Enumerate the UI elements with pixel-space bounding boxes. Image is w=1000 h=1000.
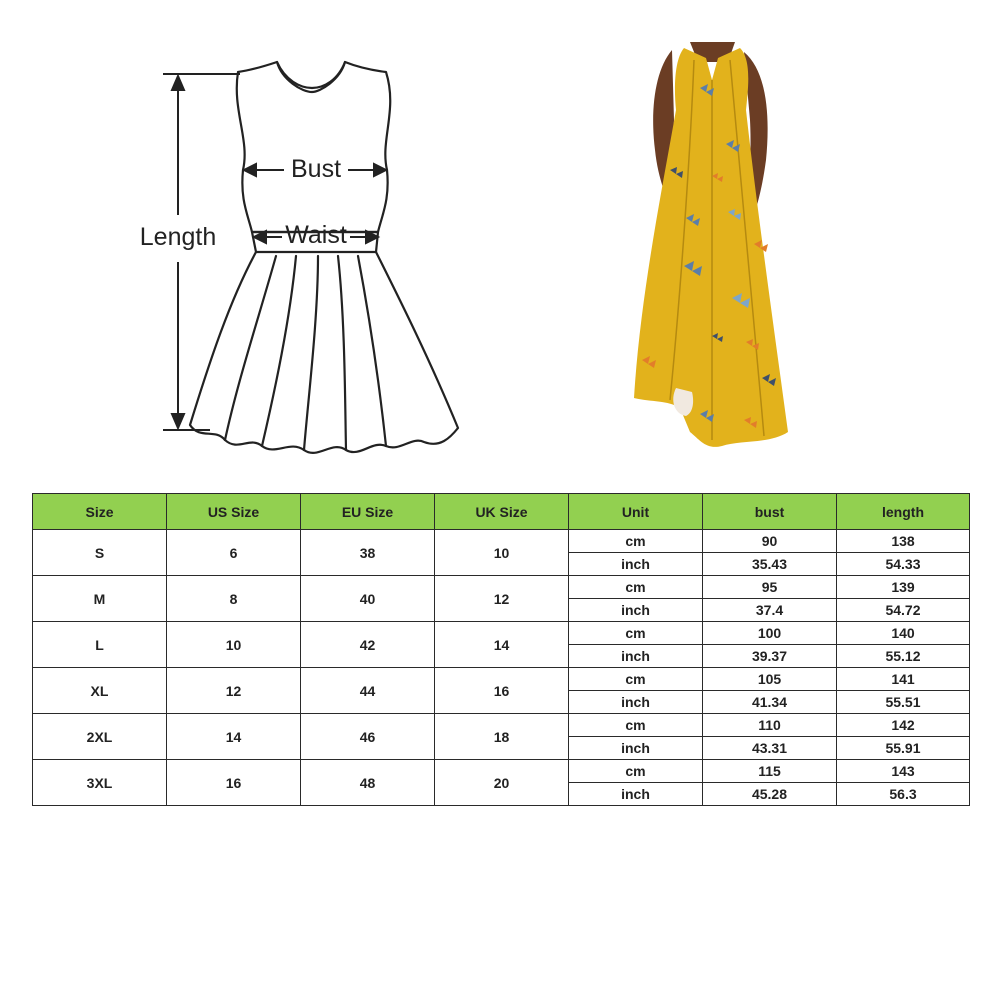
uk-size-cell: 10 [435,530,569,576]
size-cell: L [33,622,167,668]
table-row [33,668,970,691]
bust-cell: 41.34 [703,691,837,714]
bust-cell: 90 [703,530,837,553]
uk-size-cell: 18 [435,714,569,760]
length-cell: 55.12 [837,645,970,668]
header-size: Size [33,494,167,530]
us-size-cell: 10 [167,622,301,668]
uk-size-cell: 16 [435,668,569,714]
size-cell: XL [33,668,167,714]
eu-size-cell: 38 [301,530,435,576]
unit-cell: inch [569,783,703,806]
product-photo [620,38,810,458]
us-size-cell: 16 [167,760,301,806]
bust-label: Bust [290,155,342,183]
table-row [33,622,970,645]
bust-cell: 45.28 [703,783,837,806]
length-cell: 55.51 [837,691,970,714]
header-eu-size: EU Size [301,494,435,530]
eu-size-cell: 40 [301,576,435,622]
header-length: length [837,494,970,530]
size-cell: 3XL [33,760,167,806]
us-size-cell: 14 [167,714,301,760]
bust-cell: 95 [703,576,837,599]
unit-cell: inch [569,553,703,576]
length-cell: 140 [837,622,970,645]
eu-size-cell: 46 [301,714,435,760]
bust-cell: 35.43 [703,553,837,576]
unit-cell: cm [569,668,703,691]
us-size-cell: 12 [167,668,301,714]
length-cell: 141 [837,668,970,691]
bust-cell: 110 [703,714,837,737]
size-chart-table [32,493,970,806]
eu-size-cell: 44 [301,668,435,714]
header-bust: bust [703,494,837,530]
bust-cell: 37.4 [703,599,837,622]
uk-size-cell: 20 [435,760,569,806]
bust-cell: 39.37 [703,645,837,668]
length-cell: 139 [837,576,970,599]
size-cell: M [33,576,167,622]
unit-cell: cm [569,714,703,737]
table-row [33,714,970,737]
eu-size-cell: 48 [301,760,435,806]
uk-size-cell: 12 [435,576,569,622]
unit-cell: inch [569,599,703,622]
waist-label: Waist [285,221,347,249]
table-header-row [33,494,970,530]
header-uk-size: UK Size [435,494,569,530]
unit-cell: cm [569,760,703,783]
length-cell: 138 [837,530,970,553]
length-cell: 142 [837,714,970,737]
length-cell: 56.3 [837,783,970,806]
dress-measurement-diagram [120,55,480,465]
unit-cell: cm [569,530,703,553]
header-unit: Unit [569,494,703,530]
length-cell: 54.33 [837,553,970,576]
dress-outline [190,62,458,453]
size-cell: 2XL [33,714,167,760]
bust-cell: 115 [703,760,837,783]
us-size-cell: 8 [167,576,301,622]
unit-cell: inch [569,645,703,668]
unit-cell: inch [569,691,703,714]
bust-cell: 100 [703,622,837,645]
length-label: Length [139,223,217,251]
header-us-size: US Size [167,494,301,530]
length-cell: 143 [837,760,970,783]
bust-cell: 43.31 [703,737,837,760]
length-cell: 55.91 [837,737,970,760]
table-row [33,530,970,553]
table-row [33,576,970,599]
table-row [33,760,970,783]
size-cell: S [33,530,167,576]
length-arrow [163,74,240,430]
us-size-cell: 6 [167,530,301,576]
bust-cell: 105 [703,668,837,691]
eu-size-cell: 42 [301,622,435,668]
unit-cell: cm [569,622,703,645]
sandal [673,388,693,416]
length-cell: 54.72 [837,599,970,622]
uk-size-cell: 14 [435,622,569,668]
unit-cell: inch [569,737,703,760]
unit-cell: cm [569,576,703,599]
